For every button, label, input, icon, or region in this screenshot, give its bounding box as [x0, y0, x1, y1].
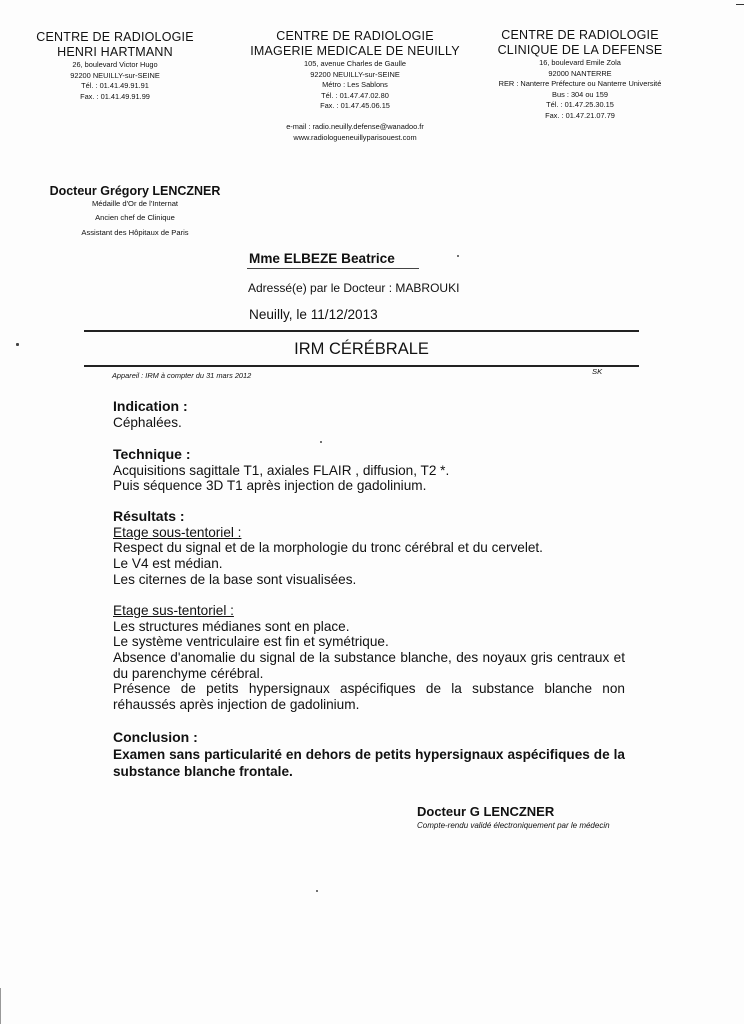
referring-doctor: Adressé(e) par le Docteur : MABROUKI: [248, 281, 460, 295]
scan-speck: [16, 343, 19, 346]
supratentorial-line: Le système ventriculaire est fin et symétrique.: [113, 634, 389, 650]
center-rer: RER : Nanterre Préfecture ou Nanterre Université: [498, 79, 662, 88]
technique-heading: Technique :: [113, 445, 191, 462]
center-city: 92200 NEUILLY-sur-SEINE: [310, 69, 400, 79]
doctor-title-1: Médaille d'Or de l'Internat: [91, 199, 179, 208]
technique-line: Acquisitions sagittale T1, axiales FLAIR , diffusion, T2 *.: [113, 462, 450, 478]
center-phone: Tél. : 01.41.49.91.91: [81, 81, 149, 90]
doctor-title-3: Assistant des Hôpitaux de Paris: [81, 228, 189, 237]
infratentorial-line: Le V4 est médian.: [113, 555, 223, 571]
center-title: CENTRE DE RADIOLOGIE: [276, 29, 434, 43]
center-defense: [480, 28, 680, 121]
center-phone: Tél. : 01.47.47.02.80: [321, 90, 389, 100]
supratentorial-heading: Etage sus-tentoriel :: [113, 603, 234, 619]
center-subtitle: HENRI HARTMANN: [57, 45, 173, 59]
center-email: e-mail : radio.neuilly.defense@wanadoo.fr: [286, 121, 424, 131]
report-body: [113, 398, 625, 780]
doctor-title-2: Ancien chef de Clinique: [95, 213, 175, 222]
infratentorial-line: Les citernes de la base sont visualisées.: [113, 571, 357, 587]
signature-name: Docteur G LENCZNER: [417, 804, 555, 819]
center-neuilly: [240, 29, 470, 144]
supratentorial-line: Absence d'anomalie du signal de la substance blanche, des noyaux gris centraux et du parenchyme cérébral.: [113, 649, 625, 681]
typist-initials: SK: [592, 367, 603, 376]
device-info: Appareil : IRM à compter du 31 mars 2012: [112, 371, 252, 380]
infratentorial-heading: Etage sous-tentoriel :: [113, 524, 242, 540]
conclusion-text: Examen sans particularité en dehors de petits hypersignaux aspécifiques de la substance blanche frontale.: [113, 747, 625, 780]
center-hartmann: [20, 30, 210, 102]
center-address: 105, avenue Charles de Gaulle: [304, 59, 406, 68]
results-heading: Résultats :: [113, 507, 185, 524]
center-address: 26, boulevard Victor Hugo: [72, 60, 158, 69]
center-title: CENTRE DE RADIOLOGIE: [501, 28, 659, 42]
scan-edge: [0, 988, 1, 1024]
scan-speck: [320, 441, 322, 443]
page-corner-mark: [736, 0, 744, 5]
conclusion-heading: Conclusion :: [113, 729, 198, 746]
center-address: 16, boulevard Emile Zola: [539, 58, 621, 67]
center-fax: Fax. : 01.47.45.06.15: [320, 101, 390, 110]
center-subtitle: IMAGERIE MEDICALE DE NEUILLY: [250, 44, 460, 58]
doctor-block: [35, 184, 235, 240]
center-title: CENTRE DE RADIOLOGIE: [36, 30, 194, 44]
patient-name: Mme ELBEZE Beatrice: [249, 251, 395, 266]
scan-speck: [316, 890, 318, 892]
center-fax: Fax. : 01.41.49.91.99: [80, 91, 150, 101]
supratentorial-line: Présence de petits hypersignaux aspécifiques de la substance blanche non réhaussés après injection de gadolinium.: [113, 681, 625, 712]
signature-note: Compte-rendu validé électroniquement par le médecin: [417, 821, 610, 830]
center-metro: Métro : Les Sablons: [322, 80, 388, 89]
doctor-name: Docteur Grégory LENCZNER: [49, 184, 221, 198]
report-date: Neuilly, le 11/12/2013: [249, 307, 378, 322]
center-subtitle: CLINIQUE DE LA DEFENSE: [497, 43, 663, 57]
indication-text: Céphalées.: [113, 415, 182, 430]
title-top-rule: [84, 330, 639, 332]
patient-underline: [247, 268, 419, 269]
indication-heading: Indication :: [113, 398, 188, 414]
scan-speck: [457, 255, 459, 257]
technique-line: Puis séquence 3D T1 après injection de gadolinium.: [113, 478, 427, 494]
report-title: IRM CÉRÉBRALE: [294, 340, 429, 358]
center-bus: Bus : 304 ou 159: [552, 89, 608, 99]
supratentorial-line: Les structures médianes sont en place.: [113, 618, 350, 634]
center-website: www.radiologueneuillyparisouest.com: [293, 133, 417, 142]
center-phone: Tél. : 01.47.25.30.15: [546, 100, 614, 109]
center-fax: Fax. : 01.47.21.07.79: [545, 110, 615, 120]
center-city: 92200 NEUILLY-sur-SEINE: [70, 70, 160, 80]
title-bottom-rule: [84, 365, 639, 367]
infratentorial-line: Respect du signal et de la morphologie du tronc cérébral et du cervelet.: [113, 540, 543, 556]
center-city: 92000 NANTERRE: [548, 68, 612, 78]
